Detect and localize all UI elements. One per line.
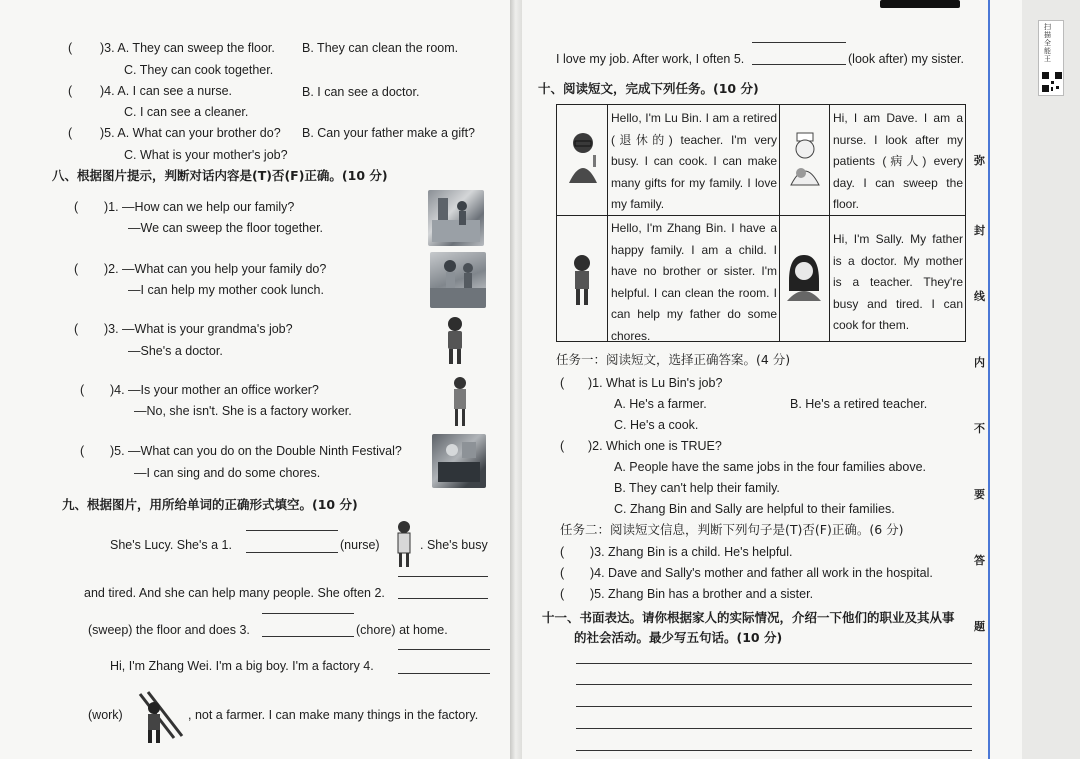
writing-line-5[interactable] [576,750,972,751]
reading-passages-table [556,104,966,342]
s8-q1-answer: —We can sweep the floor together. [128,221,324,235]
q7-4-option-a: )4. A. I can see a nurse. [100,84,233,98]
lu-bin-portrait [565,129,601,185]
office-worker-picture [450,376,470,428]
margin-char-6: 要 [974,488,985,501]
writing-line-1[interactable] [576,663,972,664]
t1-q2-option-b: B. They can't help their family. [614,481,780,495]
s9-blank-5[interactable] [752,64,846,65]
t2-q3-paren: ( [560,545,565,559]
t1-q1-option-c: C. He's a cook. [614,418,699,432]
s9-line5-text: , not a farmer. I can make many things in the factory. [188,708,479,722]
dave-passage: Hi, I am Dave. I am a nurse. I look after my patients (病人) every day. I can sweep the floor. [833,111,963,211]
t2-q5-statement: )5. Zhang Bin has a brother and a sister. [590,587,814,601]
s8-q1-question: )1. —How can we help our family? [104,200,295,214]
nurse-lucy-picture [394,520,414,568]
qr-label: 扫描全能王 [1044,23,1051,63]
q7-5-option-b: B. Can your father make a gift? [302,126,476,140]
s9-line3-text-b: (chore) at home. [356,623,448,637]
task-2-title: 任务二：阅读短文信息，判断下列句子是(T)否(F)正确。(6 分) [560,522,904,537]
section-9-title: 九、根据图片，用所给单词的正确形式填空。(10 分) [62,497,358,512]
section-11-title: 十一、书面表达。请你根据家人的实际情况，介绍一下他们的职业及其从事 [542,610,955,625]
t1-q1-paren: ( [560,376,565,390]
s8-q2-answer: —I can help my mother cook lunch. [128,283,324,297]
sally-passage: Hi, I'm Sally. My father is a doctor. My mother is a teacher. They're busy and tired. I can cook for them. [833,232,963,332]
s9-line1-text-a: She's Lucy. She's a 1. [110,538,232,552]
section-11-title-cont: 的社会活动。最少写五句话。(10 分) [574,630,783,645]
section-10-title: 十、阅读短文，完成下列任务。(10 分) [538,81,759,96]
s9-blank-4-top [398,649,490,650]
s9-line3-text-a: (sweep) the floor and does 3. [88,623,250,637]
top-dark-mark [880,0,960,8]
margin-char-7: 答 [974,554,985,567]
t1-q1-question: )1. What is Lu Bin's job? [588,376,723,390]
family-sweeping-picture [428,190,484,246]
q7-3-option-c: C. They can cook together. [124,63,274,77]
s9-blank-2-top [398,576,488,577]
s9-line5-hint: (work) [88,708,123,722]
s9-blank-2[interactable] [398,598,488,599]
s8-q2-paren: ( [74,262,79,276]
s9-blank-1-top [246,530,338,531]
t2-q3-statement: )3. Zhang Bin is a child. He's helpful. [590,545,793,559]
s8-q5-question: )5. —What can you do on the Double Ninth Festival? [110,444,402,458]
margin-char-8: 题 [974,620,985,633]
t2-q5-paren: ( [560,587,565,601]
s9-line1-hint: (nurse) [340,538,380,552]
s8-q4-answer: —No, she isn't. She is a factory worker. [134,404,352,418]
s8-q3-question: )3. —What is your grandma's job? [104,322,293,336]
zhang-bin-portrait [567,253,597,307]
s8-q5-answer: —I can sing and do some chores. [134,466,321,480]
lu-bin-passage: Hello, I'm Lu Bin. I am a retired (退休的) teacher. I'm very busy. I can cook. I can make many gifts for my family. I love my family. [611,111,777,211]
section-8-title: 八、根据图片提示，判断对话内容是(T)否(F)正确。(10 分) [52,168,388,183]
margin-char-1: 弥 [974,154,985,167]
q7-4-option-c: C. I can see a cleaner. [124,105,249,119]
t1-q2-option-c: C. Zhang Bin and Sally are helpful to their families. [614,502,895,516]
s9-line4-text: Hi, I'm Zhang Wei. I'm a big boy. I'm a factory 4. [110,659,374,673]
s8-q5-paren: ( [80,444,85,458]
q7-4-paren: ( [68,84,73,98]
sally-portrait [783,251,825,301]
grandma-picture [442,316,468,366]
margin-char-3: 线 [974,290,985,303]
mother-cooking-picture [430,252,486,308]
table-divider-3 [829,105,830,341]
t1-q1-option-b: B. He's a retired teacher. [790,397,928,411]
s9-line6-text-b: (look after) my sister. [848,52,964,66]
s9-line2-text: and tired. And she can help many people. She often 2. [84,586,385,600]
s9-blank-3[interactable] [262,636,354,637]
t1-q1-option-a: A. He's a farmer. [614,397,707,411]
zhang-bin-passage: Hello, I'm Zhang Bin. I have a happy family. I am a child. I have no brother or sister. I'm helpful. I can clean the room. I can help my father do some chores. [611,221,777,343]
s8-q4-question: )4. —Is your mother an office worker? [110,383,319,397]
margin-char-2: 封 [974,224,985,237]
margin-char-5: 不 [974,422,985,435]
q7-5-paren: ( [68,126,73,140]
qr-code-icon [1041,71,1063,93]
margin-char-4: 内 [974,356,985,369]
q7-3-paren: ( [68,41,73,55]
writing-line-3[interactable] [576,706,972,707]
s8-q4-paren: ( [80,383,85,397]
factory-worker-picture [132,688,186,744]
s9-line6-text-a: I love my job. After work, I often 5. [556,52,745,66]
t1-q2-paren: ( [560,439,565,453]
task-1-title: 任务一：阅读短文，选择正确答案。(4 分) [556,352,791,367]
table-divider-1 [607,105,608,341]
writing-line-4[interactable] [576,728,972,729]
left-page [0,0,512,759]
s9-blank-1[interactable] [246,552,338,553]
s8-q3-answer: —She's a doctor. [128,344,223,358]
t2-q4-paren: ( [560,566,565,580]
dave-portrait [785,131,825,187]
q7-5-option-a: )5. A. What can your brother do? [100,126,281,140]
q7-4-option-b: B. I can see a doctor. [302,85,420,99]
s9-line1-text-c: . She's busy [420,538,488,552]
q7-3-option-b: B. They can clean the room. [302,41,459,55]
t1-q2-question: )2. Which one is TRUE? [588,439,722,453]
s8-q3-paren: ( [74,322,79,336]
s9-blank-4[interactable] [398,673,490,674]
t2-q4-statement: )4. Dave and Sally's mother and father all work in the hospital. [590,566,933,580]
margin-blue-rule [988,0,990,759]
s8-q1-paren: ( [74,200,79,214]
s9-blank-5-top [752,42,846,43]
s9-blank-3-top [262,613,354,614]
q7-5-option-c: C. What is your mother's job? [124,148,288,162]
qr-watermark [1038,20,1064,96]
writing-line-2[interactable] [576,684,972,685]
s8-q2-question: )2. —What can you help your family do? [104,262,327,276]
t1-q2-option-a: A. People have the same jobs in the four families above. [614,460,926,474]
q7-3-option-a: )3. A. They can sweep the floor. [100,41,275,55]
festival-chores-picture [432,434,486,488]
table-divider-2 [779,105,780,341]
